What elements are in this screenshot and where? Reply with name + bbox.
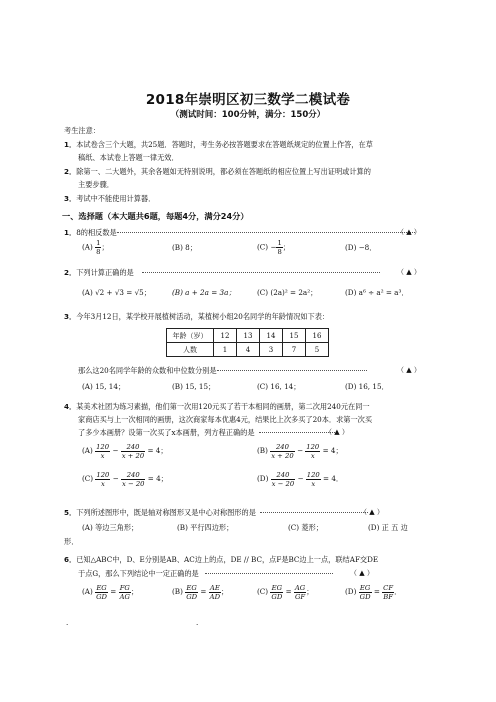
q4-option-a: (A) $\frac{120}{x}$ − $\frac{240}{x + 20}$ = 4；: [82, 442, 168, 460]
answer-mark: （ ▲ ）: [325, 428, 349, 436]
q1-option-c: (C) − $\frac{1}{8}$ ；: [257, 239, 290, 256]
table-cell: 15: [283, 329, 306, 343]
table-row: [167, 343, 329, 357]
answer-mark: （ ▲ ）: [397, 366, 421, 374]
footer-mark: .: [66, 618, 69, 627]
table-cell: 人数: [167, 343, 214, 357]
question-4-line: 家商店买与上一次相同的画册，这次商家每本优惠4元，结果比上次多买了20本．求第一次买: [78, 415, 373, 424]
question-3-stem: 3．今年3月12日，某学校开展植树活动，某植树小组20名同学的年龄情况如下表：: [64, 312, 330, 321]
question-4-line: 4．某美术社团为练习素描，他们第一次用120元买了若干本相同的画册，第二次用240元在同一: [64, 402, 370, 411]
q1-option-a: (A) $\frac{1}{8}$ ；: [82, 239, 109, 256]
note-item: 3．考试中不能使用计算器．: [64, 194, 156, 203]
question-6-line: 6．已知△ABC中，D、E分别是AB、AC边上的点，DE // BC，点F是BC边上一点，联结AF交DE: [64, 555, 379, 564]
table-cell: 14: [260, 329, 283, 343]
table-cell: 7: [283, 343, 306, 357]
question-1-stem: 1．8的相反数是: [64, 228, 415, 237]
note-item: 1．本试卷含三个大题，共25题．答题时，考生务必按答题要求在答题纸规定的位置上作答，在草: [64, 140, 373, 149]
page-title: 2018年崇明区初三数学二模试卷: [145, 92, 351, 108]
q6-option-b: (B) $\frac{EG}{GD}$ = $\frac{AE}{AD}$ ；: [172, 583, 229, 601]
table-cell: 13: [237, 329, 260, 343]
q2-option-b: (B) a + 2a = 3a；: [172, 288, 236, 297]
answer-mark: （ ▲ ）: [397, 228, 421, 236]
note-item: 2．除第一、二大题外，其余各题如无特别说明，都必须在答题纸的相应位置上写出证明或计算的: [64, 167, 371, 176]
table-row: [167, 329, 329, 343]
answer-mark: （ ▲ ）: [397, 268, 421, 276]
age-table: [166, 328, 329, 357]
q1-option-d: (D) −8．: [345, 243, 377, 252]
page-subtitle: （测试时间：100分钟，满分：150分）: [170, 110, 326, 120]
table-cell: 5: [306, 343, 329, 357]
q2-option-a: (A) √2 + √3 = √5；: [82, 288, 151, 297]
q6-option-a: (A) $\frac{EG}{GD}$ = $\frac{FG}{AG}$ ；: [82, 583, 139, 601]
q2-option-d: (D) a⁶ ÷ a² = a³．: [345, 288, 409, 297]
q3-option-b: (B) 15, 15；: [172, 382, 216, 391]
note-item: 稿纸、本试卷上答题一律无效．: [78, 153, 179, 162]
note-item: 主要步骤．: [78, 180, 114, 189]
section-heading: 一、选择题（本大题共6题，每题4分，满分24分）: [62, 211, 249, 221]
q4-option-c: (C) $\frac{120}{x}$ − $\frac{240}{x - 20}$ = 4；: [82, 470, 168, 488]
q3-option-d: (D) 16, 15．: [345, 382, 389, 391]
q5-option-c: (C) 菱形；: [288, 523, 323, 532]
q3-option-c: (C) 16, 14；: [257, 382, 301, 391]
notes-heading: 考生注意：: [64, 126, 100, 135]
table-cell: 3: [260, 343, 283, 357]
q2-option-c: (C) (2a)² = 2a²；: [257, 288, 318, 297]
question-3-ask: 那么这20名同学年龄的众数和中位数分别是: [78, 366, 367, 375]
q1-option-b: (B) 8；: [172, 243, 197, 252]
q4-option-d: (D) $\frac{240}{x - 20}$ − $\frac{120}{x}$ = 4．: [257, 470, 344, 488]
q6-option-d: (D) $\frac{EG}{GD}$ = $\frac{CF}{BF}$ ．: [345, 583, 402, 601]
question-6-line: 于点G，那么下列结论中一定正确的是: [78, 569, 333, 578]
answer-mark: （ ▲ ）: [360, 508, 384, 516]
answer-mark: （ ▲ ）: [350, 569, 374, 577]
table-cell: 年龄（岁）: [167, 329, 214, 343]
q6-option-c: (C) $\frac{EG}{GD}$ = $\frac{AG}{GF}$ ；: [257, 583, 314, 601]
q5-option-b: (B) 平行四边形；: [177, 523, 234, 532]
question-4-line: 了多少本画册？设第一次买了x本画册，列方程正确的是: [78, 428, 337, 437]
table-cell: 1: [214, 343, 237, 357]
q4-option-b: (B) $\frac{240}{x + 20}$ − $\frac{120}{x}$ = 4；: [257, 442, 343, 460]
question-5-stem: 5．下列所述图形中，既是轴对称图形又是中心对称图形的是: [64, 508, 368, 517]
footer-mark: .: [196, 618, 199, 627]
table-cell: 4: [237, 343, 260, 357]
q5-option-a: (A) 等边三角形；: [82, 523, 139, 532]
q5-option-d: (D) 正 五 边: [368, 523, 408, 532]
q5-option-d-tail: 形．: [64, 537, 79, 546]
question-2-stem: 2．下列计算正确的是: [64, 268, 380, 277]
table-cell: 16: [306, 329, 329, 343]
q3-option-a: (A) 15, 14；: [82, 382, 126, 391]
table-cell: 12: [214, 329, 237, 343]
